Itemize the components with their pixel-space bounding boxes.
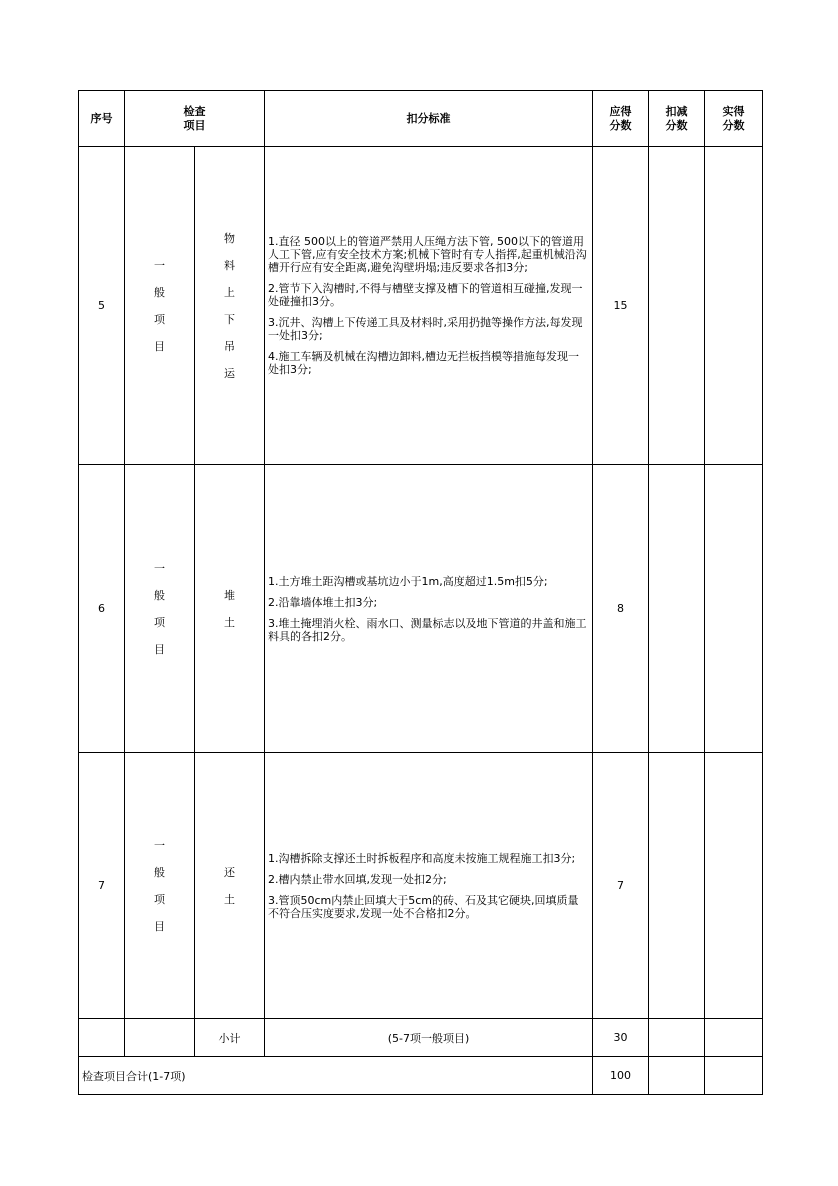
table-row	[79, 753, 763, 1019]
row-criteria: 1.沟槽拆除支撑还土时拆板程序和高度未按施工规程施工扣3分; 2.槽内禁止带水回填,发现一处扣2分; 3.管顶50cm内禁止回填大于5cm的砖、石及其它硬块,回填质量不符合压实度要求,发现一处不合格扣2分。	[265, 753, 593, 1019]
row-deduct-score[interactable]	[649, 147, 705, 465]
total-due-score: 100	[593, 1057, 649, 1095]
header-seq: 序号	[79, 91, 125, 147]
row-due-score: 7	[593, 753, 649, 1019]
inspection-table	[78, 90, 763, 1095]
row-seq: 5	[79, 147, 125, 465]
subtotal-deduct-score[interactable]	[649, 1019, 705, 1057]
row-item: 还 土	[195, 753, 265, 1019]
table-row	[79, 147, 763, 465]
row-category: 一 般 项 目	[125, 753, 195, 1019]
subtotal-empty-cell	[79, 1019, 125, 1057]
row-due-score: 8	[593, 465, 649, 753]
header-item: 检查 项目	[125, 91, 265, 147]
header-due-score: 应得 分数	[593, 91, 649, 147]
row-actual-score[interactable]	[705, 465, 763, 753]
row-deduct-score[interactable]	[649, 753, 705, 1019]
header-actual-score: 实得 分数	[705, 91, 763, 147]
row-seq: 7	[79, 753, 125, 1019]
subtotal-label: 小计	[195, 1019, 265, 1057]
row-item: 堆 土	[195, 465, 265, 753]
header-deduct-score: 扣减 分数	[649, 91, 705, 147]
total-label: 检查项目合计(1-7项)	[79, 1057, 593, 1095]
subtotal-due-score: 30	[593, 1019, 649, 1057]
row-item: 物 料 上 下 吊 运	[195, 147, 265, 465]
header-criteria: 扣分标准	[265, 91, 593, 147]
row-category: 一 般 项 目	[125, 465, 195, 753]
total-deduct-score[interactable]	[649, 1057, 705, 1095]
row-criteria: 1.直径 500以上的管道严禁用人压绳方法下管, 500以下的管道用人工下管,应有安全技术方案;机械下管时有专人指挥,起重机械沿沟槽开行应有安全距离,避免沟壁坍塌;违反要求各扣3分; 2.管节下入沟槽时,不得与槽壁支撑及槽下的管道相互碰撞,发现一处碰撞扣3分。 3.沉井、沟槽上下传递工具及材料时,采用扔抛等操作方法,每发现一处扣3分; 4.施工车辆及机械在沟槽边卸料,槽边无拦板挡模等措施每发现一处扣3分;	[265, 147, 593, 465]
row-seq: 6	[79, 465, 125, 753]
row-due-score: 15	[593, 147, 649, 465]
row-category: 一 般 项 目	[125, 147, 195, 465]
table-row	[79, 465, 763, 753]
header-row	[79, 91, 763, 147]
row-criteria: 1.土方堆土距沟槽或基坑边小于1m,高度超过1.5m扣5分; 2.沿靠墙体堆土扣3分; 3.堆土掩埋消火栓、雨水口、测量标志以及地下管道的井盖和施工料具的各扣2分。	[265, 465, 593, 753]
row-actual-score[interactable]	[705, 753, 763, 1019]
total-row	[79, 1057, 763, 1095]
subtotal-empty-cell	[125, 1019, 195, 1057]
subtotal-actual-score[interactable]	[705, 1019, 763, 1057]
row-deduct-score[interactable]	[649, 465, 705, 753]
subtotal-row	[79, 1019, 763, 1057]
total-actual-score[interactable]	[705, 1057, 763, 1095]
subtotal-description: (5-7项一般项目)	[265, 1019, 593, 1057]
row-actual-score[interactable]	[705, 147, 763, 465]
